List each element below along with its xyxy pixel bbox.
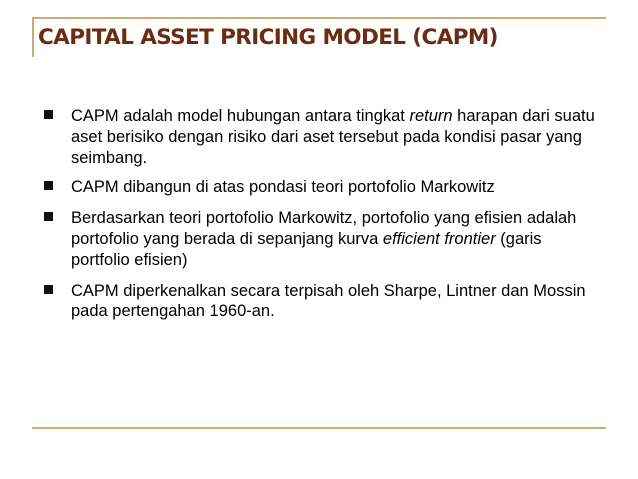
bullet-item — [44, 208, 604, 270]
bullet-text — [71, 107, 595, 167]
bullet-text-segment: CAPM diperkenalkan secara terpisah oleh Sharpe, Lintner dan Mossin pada pertengahan 1960-an. — [71, 281, 586, 321]
bullet-item — [44, 281, 604, 323]
bullet-text-segment: Berdasarkan teori portofolio Markowitz, portofolio yang efisien adalah portofolio yang berada di sepanjang kurva — [71, 209, 577, 248]
top-border-line — [32, 17, 606, 19]
bottom-border-line — [32, 427, 606, 429]
bullet-text-segment: harapan dari suatu aset berisiko dengan risiko dari aset tersebut pada kondisi pasar yang seimbang. — [71, 107, 595, 167]
slide-title: CAPITAL ASSET PRICING MODEL (CAPM) — [38, 25, 498, 50]
bullet-text — [71, 209, 576, 269]
left-border-accent — [32, 19, 34, 57]
bullet-item — [44, 177, 604, 198]
square-bullet-icon — [44, 212, 53, 221]
square-bullet-icon — [44, 110, 53, 119]
bullet-text-segment: (garis portfolio efisien) — [71, 229, 542, 269]
bullet-text-segment: CAPM adalah model hubungan antara tingkat — [71, 107, 410, 125]
bullet-text-segment: CAPM dibangun di atas pondasi teori portofolio Markowitz — [71, 178, 495, 197]
bullet-item — [44, 106, 604, 168]
square-bullet-icon — [44, 181, 53, 190]
bullet-text-segment-italic: return — [409, 107, 453, 125]
bullet-text — [71, 178, 495, 196]
bullet-text — [71, 282, 586, 321]
square-bullet-icon — [44, 285, 53, 294]
bullet-list — [44, 106, 604, 331]
bullet-text-segment-italic: efficient frontier — [382, 229, 496, 248]
